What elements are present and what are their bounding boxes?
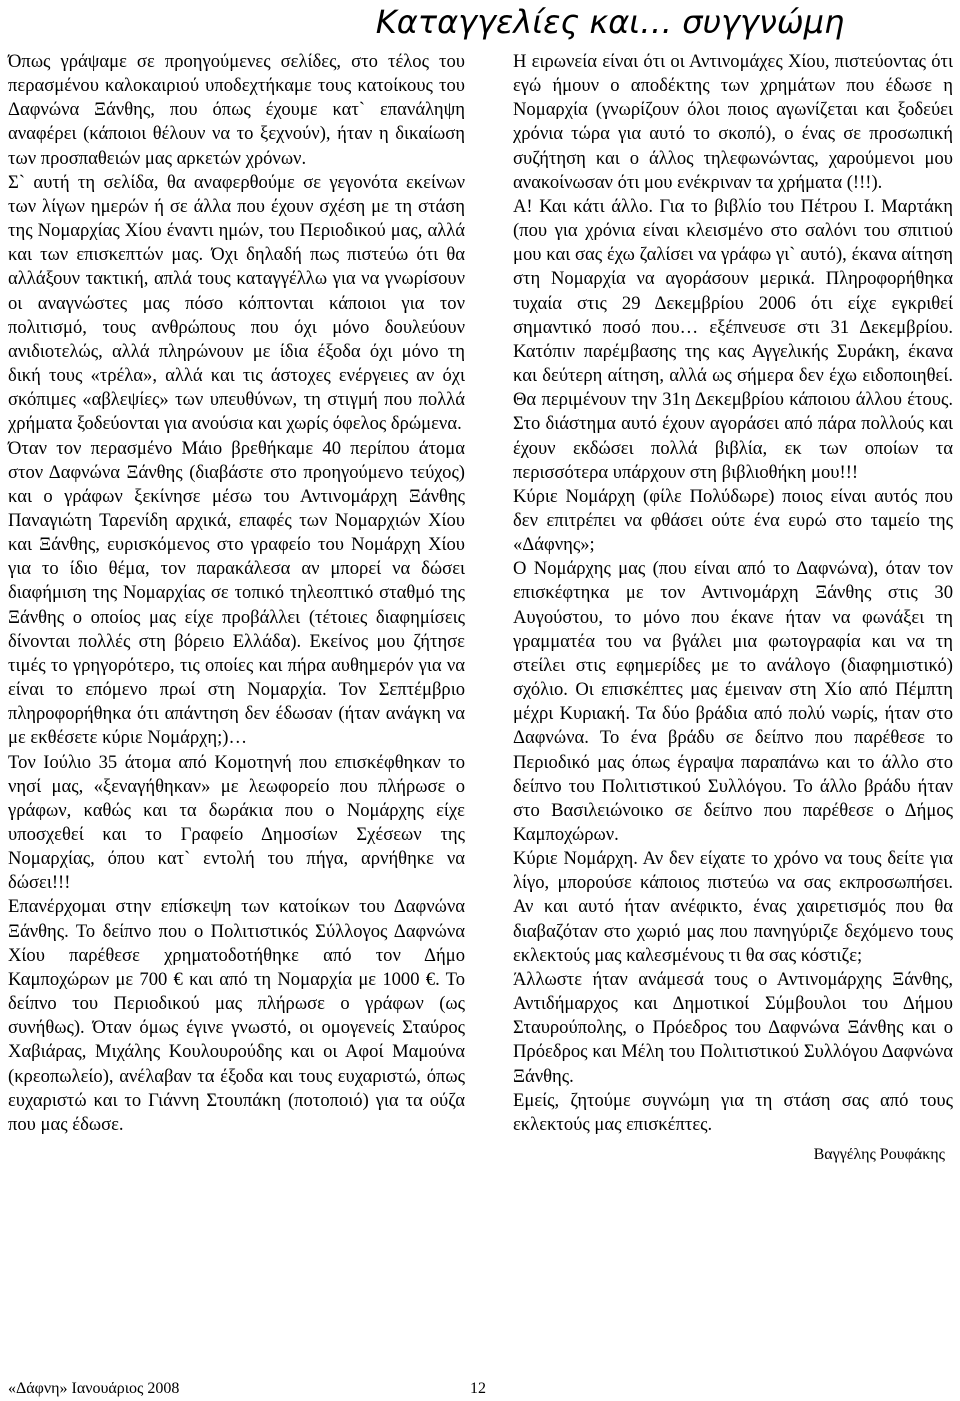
paragraph: Εμείς, ζητούμε συγνώμη για τη στάση σας από τους εκλεκτούς μας επισκέπτες.: [513, 1089, 953, 1135]
left-column: [8, 50, 465, 1137]
paragraph: Όταν τον περασμένο Μάιο βρεθήκαμε 40 περίπου άτομα στον Δαφνώνα Ξάνθης (διαβάστε στο προηγούμενο τεύχος) και ο γράφων ξεκίνησε μέσω του Αντινομάρχη Ξάνθης Παναγιώτη Ταρενίδη αρχικά, επαφές των Νομαρχιών Χίου και Ξάνθης, ευρισκόμενος στο γραφείο του Νομάρχη Χίου για το ίδιο θέμα, τον παρακάλεσα αν μπορεί να δώσει διαφήμιση της Νομαρχίας σε τοπικό τηλεοπτικό σταθμό της Ξάνθης ο οποίος μας είχε προβάλλει (τέτοιες διαφημίσεις δίνονται πολλές στη βόρειο Ελλάδα). Εκείνος μου ζήτησε τιμές το γρηγορότερο, τις οποίες και πήρα αυθημερόν για να είναι το επόμενο πρωί στη Νομαρχία. Τον Σεπτέμβριο πληροφορήθηκα ότι απάντηση δεν έδωσαν (ήταν ανάγκη να με εκθέσετε κύριε Νομάρχη;)…: [8, 437, 465, 749]
paragraph: Άλλωστε ήταν ανάμεσά τους ο Αντινομάρχης Ξάνθης, Αντιδήμαρχος και Δημοτικοί Σύμβουλοι του Δήμου Σταυρούπολης, ο Πρόεδρος του Δαφνώνα Ξάνθης και ο Πρόεδρος και Μέλη του Πολιτιστικού Συλλόγου Δαφνώνα Ξάνθης.: [513, 968, 953, 1087]
page-number: 12: [470, 1380, 486, 1397]
paragraph: Όπως γράψαμε σε προηγούμενες σελίδες, στο τέλος του περασμένου καλοκαιριού υποδεχτήκαμε τους κατοίκους του Δαφνώνα Ξάνθης, που όπως έχουμε κατ` επανάληψη αναφέρει (κάποιοι θέλουν να το ξεχνούν), ήταν η δικαίωση των προσπαθειών μας αρκετών χρόνων.: [8, 51, 465, 169]
paragraph: Κύριε Νομάρχη. Αν δεν είχατε το χρόνο να τους δείτε για λίγο, μπορούσε κάποιος πιστεύω να σας εκπροσωπήσει. Αν και αυτό ήταν ανέφικτο, ένας χαιρετισμός που θα διαβαζόταν στο χωριό μας που πανηγύριζε δεχόμενο τους εκλεκτούς μας καλεσμένους τι θα σας κόστιζε;: [513, 848, 953, 966]
paragraph: Σ` αυτή τη σελίδα, θα αναφερθούμε σε γεγονότα εκείνων των λίγων ημερών ή σε άλλα που έχουν σχέση με τη στάση της Νομαρχίας Χίου έναντι ημών, του Περιοδικού μας, αλλά και των επισκεπτών μας. Όχι δηλαδή πως πιστεύω ότι θα αλλάξουν τακτική, απλά τους καταγγέλλω για να γνωρίσουν οι αναγνώστες μας πόσο κόπτονται κάποιοι για τον πολιτισμό, τους ανθρώπους που όχι μόνο δουλεύουν ανιδιοτελώς, αλλά πληρώνουν με ίδια έξοδα όχι μόνο τη δική τους «τρέλα», αλλά και τις άστοχες ενέργειες αν όχι σκόπιμες «αβλεψίες» των υπευθύνων, τη στιγμή που πολλά χρήματα ξοδεύονται για ανούσια και χωρίς όφελος δρώμενα.: [8, 171, 465, 435]
paragraph: Η ειρωνεία είναι ότι οι Αντινομάχες Χίου, πιστεύοντας ότι εγώ ήμουν ο αποδέκτης των χρημάτων που έδωσε η Νομαρχία (γνωρίζουν όλοι ποιος αγωνίζεται και ξοδεύει χρόνια τώρα για αυτό το σκοπό), ο ένας σε προσωπική συζήτηση και ο άλλος τηλεφωνώντας, χαρούμενοι μου ανακοίνωσαν ότι μου ενέκριναν τα χρήματα (!!!).: [513, 51, 953, 193]
paragraph: Κύριε Νομάρχη (φίλε Πολύδωρε) ποιος είναι αυτός που δεν επιτρέπει να φθάσει ούτε ένα ευρώ στο ταμείο της «Δάφνης»;: [513, 485, 953, 556]
paragraph: Επανέρχομαι στην επίσκεψη των κατοίκων του Δαφνώνα Ξάνθης. Το δείπνο που ο Πολιτιστικός Σύλλογος Δαφνώνα Χίου παρέθεσε χρηματοδοτήθηκε από τον Δήμο Καμποχώρων με 700 € και από τη Νομαρχία με 1000 €. Το δείπνο του Περιοδικού μας πλήρωσε ο γράφων (ως συνήθως). Όταν όμως έγινε γνωστό, οι ομογενείς Σταύρος Χαβιάρας, Μιχάλης Κουλουρούδης και οι Αφοί Μαμούνα (κρεοπωλείο), ανέλαβαν τα έξοδα και τους ευχαριστώ, όπως ευχαριστώ και το Γιάννη Στουπάκη (ποτοποιό) για τα ούζα που μας έδωσε.: [8, 896, 465, 1135]
footer-publication: «Δάφνη» Ιανουάριος 2008: [8, 1380, 180, 1397]
paragraph: Α! Και κάτι άλλο. Για το βιβλίο του Πέτρου Ι. Μαρτάκη (που για χρόνια είναι κλεισμένο στο σαλόνι του σπιτιού μου και σας έχω ζαλίσει να γράφω γι` αυτό), έκανα αίτηση στη Νομαρχία να αγοράσουν μερικά. Πληροφορήθηκα τυχαία στις 29 Δεκεμβρίου 2006 ότι είχε εγκριθεί σημαντικό ποσό που… εξέπνευσε στι 31 Δεκεμβρίου. Κατόπιν παρέμβασης της κας Αγγελικής Συράκη, έκανα και δεύτερη αίτηση, αλλά ως σήμερα δεν έχω ειδοποιηθεί. Θα περιμένουν την 31η Δεκεμβρίου κάποιου άλλου έτους. Στο διάστημα αυτό έχουν αγοράσει από πάρα πολλούς και έχουν εκδώσει πολλά βιβλία, εκ των οποίων τα περισσότερα υπάρχουν στη βιβλιοθήκη μου!!!: [513, 195, 953, 483]
author-signature: Βαγγέλης Ρουφάκης: [813, 1146, 945, 1164]
page-title: Καταγγελίες και… συγγνώμη: [375, 3, 845, 41]
right-column: [513, 50, 953, 1167]
paragraph: Τον Ιούλιο 35 άτομα από Κομοτηνή που επισκέφθηκαν το νησί μας, «ξεναγήθηκαν» με λεωφορείο που πλήρωσε ο γράφων, καθώς και τα δωράκια που ο Νομάρχης είχε υποσχεθεί και το Γραφείο Δημοσίων Σχέσεων της Νομαρχίας, όπου κατ` εντολή του πήγα, αρνήθηκε να δώσει!!!: [8, 751, 465, 894]
paragraph: Ο Νομάρχης μας (που είναι από το Δαφνώνα), όταν τον επισκέφτηκα με τον Αντινομάρχη Ξάνθης στις 30 Αυγούστου, το μόνο που έκανε ήταν να φωνάξει τη γραμματέα του να βγάλει μια φωτογραφία και να τη στείλει στις εφημερίδες με το ανάλογο (διαφημιστικό) σχόλιο. Οι επισκέπτες μας έμειναν στη Χίο από Πέμπτη μέχρι Κυριακή. Τα δύο βράδια από πολύ νωρίς, ήταν στο Δαφνώνα. Το ένα βράδυ σε δείπνο που παρέθεσε το Περιοδικό μας όπως έγραψα παραπάνω και το άλλο στο δείπνο του Πολιτιστικού Συλλόγου. Το άλλο βράδυ ήταν στο Βασιλειώνοικο σε δείπνο που παρέθεσε ο Δήμος Καμποχώρων.: [513, 558, 953, 845]
